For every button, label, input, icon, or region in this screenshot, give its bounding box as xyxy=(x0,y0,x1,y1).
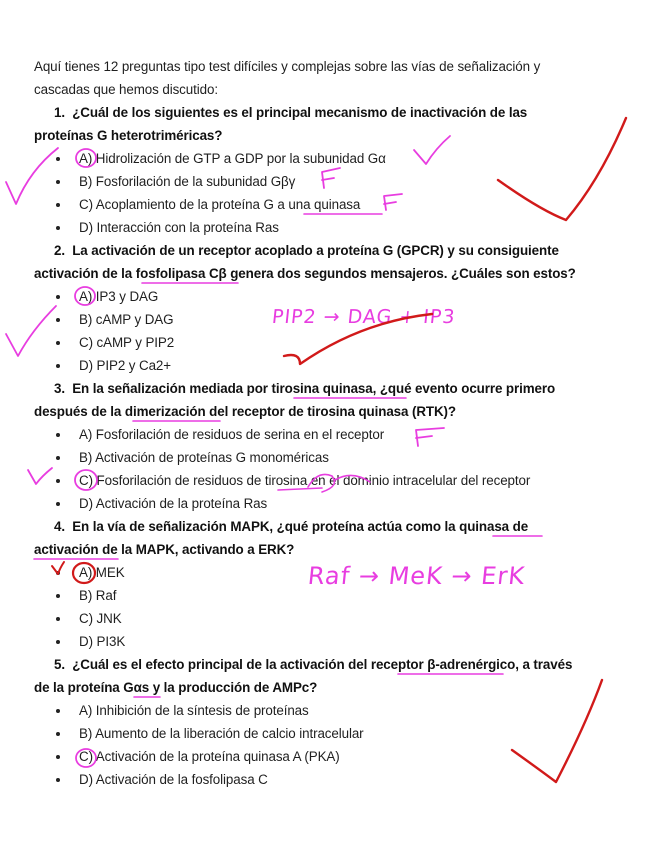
intro-line-2: cascadas que hemos discutido: xyxy=(34,82,218,97)
bullet xyxy=(56,364,60,368)
bullet xyxy=(56,456,60,460)
bullet xyxy=(56,502,60,506)
check-icon-q1-left xyxy=(6,148,58,204)
question-2-title xyxy=(54,243,559,259)
bullet xyxy=(56,709,60,713)
question-2-number: 2. xyxy=(54,243,65,258)
question-2-text: La activación de un receptor acoplado a proteína G (GPCR) y su consiguiente xyxy=(72,243,559,258)
q4-option-d: D) PI3K xyxy=(79,634,126,649)
question-3-text-cont: después de la dimerización del receptor de tirosina quinasa (RTK)? xyxy=(34,404,456,419)
q2-option-a: A) IP3 y DAG xyxy=(79,289,159,304)
question-5-text: ¿Cuál es el efecto principal de la activación del receptor β-adrenérgico, a través xyxy=(72,657,573,672)
bullet xyxy=(56,295,60,299)
bullet xyxy=(56,157,60,161)
bullet xyxy=(56,226,60,230)
question-1-title xyxy=(54,105,527,121)
f-mark-q1b xyxy=(322,168,340,188)
f-mark-q1c xyxy=(384,194,402,210)
handwritten-note-q4: Raf → MeK → ErK xyxy=(306,562,527,590)
handwritten-note-q2: PIP2 → DAG + IP3 xyxy=(270,306,457,328)
bullet xyxy=(56,318,60,322)
q5-option-d: D) Activación de la fosfolipasa C xyxy=(79,772,268,787)
q1-option-d: D) Interacción con la proteína Ras xyxy=(79,220,279,235)
bullet xyxy=(56,755,60,759)
question-4-text: En la vía de señalización MAPK, ¿qué proteína actúa como la quinasa de xyxy=(72,519,529,534)
check-icon-q1-right xyxy=(414,136,450,164)
q5-option-c: C) Activación de la proteína quinasa A (PKA) xyxy=(79,749,340,764)
question-1-text-cont: proteínas G heterotriméricas? xyxy=(34,128,223,143)
q5-option-b: B) Aumento de la liberación de calcio intracelular xyxy=(79,726,364,741)
question-5-number: 5. xyxy=(54,657,65,672)
question-1-number: 1. xyxy=(54,105,65,120)
q2-option-c: C) cAMP y PIP2 xyxy=(79,335,175,350)
bullet xyxy=(56,203,60,207)
bullet xyxy=(56,571,60,575)
check-icon-q2-left xyxy=(6,306,56,356)
question-3-title xyxy=(54,381,555,397)
q4-option-a: A) MEK xyxy=(79,565,125,580)
question-4-text-cont: activación de la MAPK, activando a ERK? xyxy=(34,542,295,557)
f-mark-q3a xyxy=(416,428,444,446)
q3-option-a: A) Fosforilación de residuos de serina en el receptor xyxy=(79,427,385,442)
bullet xyxy=(56,732,60,736)
question-4-title xyxy=(54,519,528,535)
q4-option-c: C) JNK xyxy=(79,611,122,626)
question-1-text: ¿Cuál de los siguientes es el principal mecanismo de inactivación de las xyxy=(72,105,528,120)
bullet xyxy=(56,617,60,621)
q4-option-b: B) Raf xyxy=(79,588,117,603)
q1-option-b: B) Fosforilación de la subunidad Gβγ xyxy=(79,174,296,189)
bullet xyxy=(56,640,60,644)
check-icon-q5-red xyxy=(512,680,602,782)
q2-option-d: D) PIP2 y Ca2+ xyxy=(79,358,172,373)
question-3-text: En la señalización mediada por tirosina quinasa, ¿qué evento ocurre primero xyxy=(72,381,556,396)
bullet xyxy=(56,180,60,184)
check-icon-q3-left xyxy=(28,468,52,484)
q5-option-a: A) Inhibición de la síntesis de proteínas xyxy=(79,703,309,718)
q1-option-a: A) Hidrolización de GTP a GDP por la subunidad Gα xyxy=(79,151,386,166)
bullet xyxy=(56,433,60,437)
q2-option-b: B) cAMP y DAG xyxy=(79,312,174,327)
q1-option-c: C) Acoplamiento de la proteína G a una quinasa xyxy=(79,197,361,212)
question-2-text-cont: activación de la fosfolipasa Cβ genera dos segundos mensajeros. ¿Cuáles son estos? xyxy=(34,266,576,281)
intro-line-1: Aquí tienes 12 preguntas tipo test difíciles y complejas sobre las vías de señalización y xyxy=(34,59,541,74)
check-icon-q1-red xyxy=(498,118,626,220)
question-4-number: 4. xyxy=(54,519,65,534)
question-5-text-cont: de la proteína Gαs y la producción de AMPc? xyxy=(34,680,318,695)
q3-option-d: D) Activación de la proteína Ras xyxy=(79,496,268,511)
bullet xyxy=(56,341,60,345)
q3-option-b: B) Activación de proteínas G monoméricas xyxy=(79,450,329,465)
question-3-number: 3. xyxy=(54,381,65,396)
question-5-title xyxy=(54,657,572,673)
bullet xyxy=(56,594,60,598)
q3-option-c: C) Fosforilación de residuos de tirosina en el dominio intracelular del receptor xyxy=(79,473,531,488)
bullet xyxy=(56,479,60,483)
bullet xyxy=(56,778,60,782)
